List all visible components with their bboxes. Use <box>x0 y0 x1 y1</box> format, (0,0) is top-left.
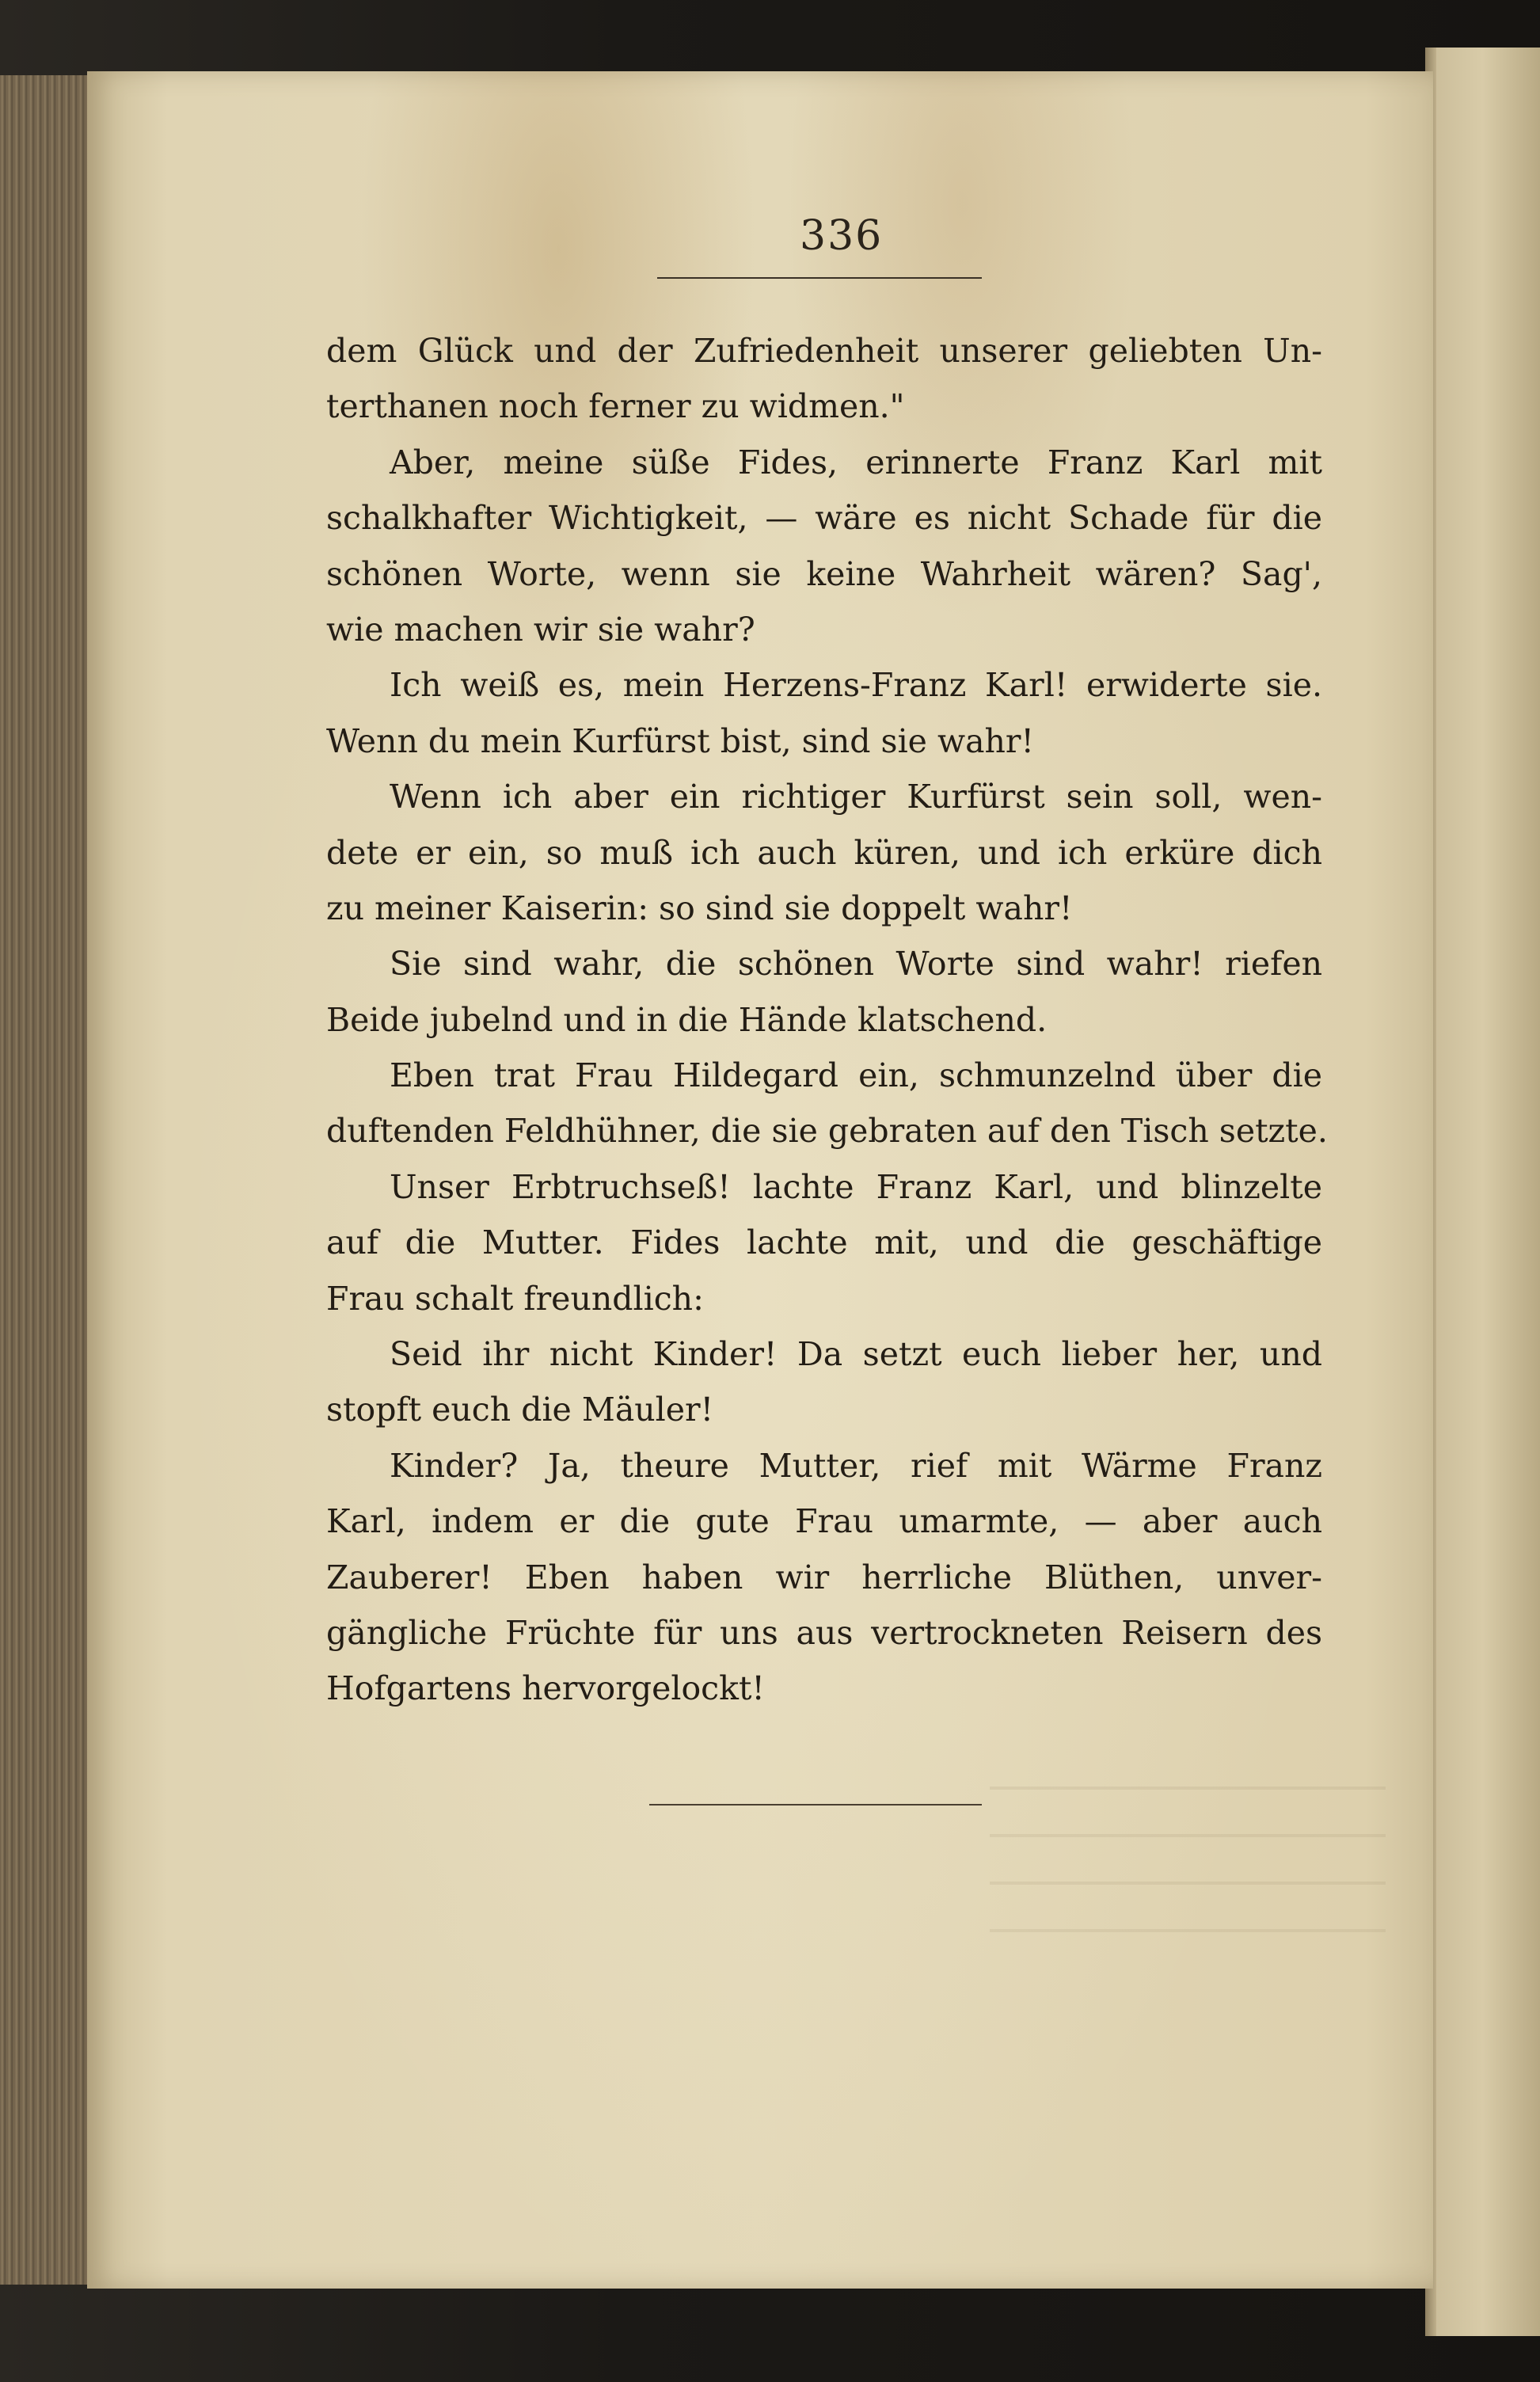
text-line: Beide jubelnd und in die Hände klatschend. <box>326 1000 1048 1039</box>
footer-rule <box>649 1804 982 1806</box>
facing-page <box>1425 48 1540 2336</box>
text-line: gängliche Früchte für uns aus vertrockneten Reisern des <box>326 1613 1322 1652</box>
page-number: 336 <box>800 212 884 260</box>
text-line: zu meiner Kaiserin: so sind sie doppelt wahr! <box>326 888 1073 927</box>
book-page-edges <box>0 75 90 2285</box>
text-line: wie machen wir sie wahr? <box>326 610 755 649</box>
text-line: dete er ein, so muß ich auch küren, und ich erküre dich <box>326 833 1322 872</box>
body-text <box>326 323 1328 1717</box>
text-line: Zauberer! Eben haben wir herrliche Blüthen, unver- <box>326 1558 1322 1596</box>
text-line: schalkhafter Wichtigkeit, — wäre es nicht Schade für die <box>326 499 1322 538</box>
text-line: Seid ihr nicht Kinder! Da setzt euch lieber her, und <box>390 1335 1322 1374</box>
text-line: Frau schalt freundlich: <box>326 1279 704 1318</box>
text-line: Ich weiß es, mein Herzens-Franz Karl! erwiderte sie. <box>390 666 1322 705</box>
text-line: Unser Erbtruchseß! lachte Franz Karl, und blinzelte <box>390 1167 1322 1206</box>
text-line: terthanen noch ferner zu widmen." <box>326 387 905 426</box>
text-line: Wenn ich aber ein richtiger Kurfürst sein soll, wen- <box>390 778 1322 816</box>
text-line: Hofgartens hervorgelockt! <box>326 1669 765 1708</box>
text-line: schönen Worte, wenn sie keine Wahrheit wären? Sag', <box>326 554 1322 593</box>
text-line: Eben trat Frau Hildegard ein, schmunzelnd über die <box>390 1056 1322 1095</box>
text-line: Aber, meine süße Fides, erinnerte Franz Karl mit <box>390 443 1322 481</box>
text-line: Sie sind wahr, die schönen Worte sind wahr! riefen <box>390 945 1322 984</box>
text-line: Karl, indem er die gute Frau umarmte, — aber auch <box>326 1502 1322 1541</box>
bleed-through <box>990 1742 1386 1932</box>
text-line: duftenden Feldhühner, die sie gebraten auf den Tisch setzte. <box>326 1112 1328 1151</box>
text-line: Wenn du mein Kurfürst bist, sind sie wahr! <box>326 721 1034 760</box>
text-line: stopft euch die Mäuler! <box>326 1391 714 1429</box>
header-rule <box>657 277 982 279</box>
text-line: dem Glück und der Zufriedenheit unserer geliebten Un- <box>326 332 1322 370</box>
text-line: Kinder? Ja, theure Mutter, rief mit Wärme Franz <box>390 1446 1322 1485</box>
text-line: auf die Mutter. Fides lachte mit, und die geschäftige <box>326 1223 1322 1262</box>
